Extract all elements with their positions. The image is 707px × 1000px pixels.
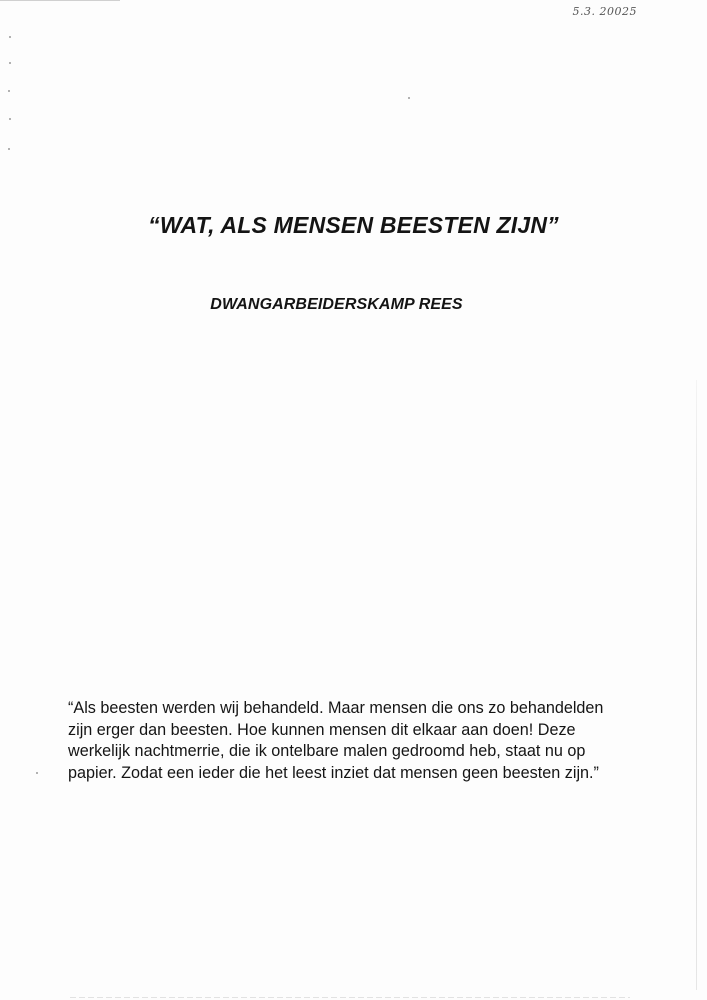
scan-edge-top: [0, 0, 120, 1]
quote-paragraph: “Als beesten werden wij behandeld. Maar mensen die ons zo behandelden zijn erger dan beesten. Hoe kunnen mensen dit elkaar aan doen! Deze werkelijk nachtmerrie, die ik ontelbare malen gedroomd heb, staat nu op papier. Zodat een ieder die het leest inziet dat mensen geen beesten zijn.”: [68, 699, 604, 782]
scan-speck: [8, 148, 10, 150]
archive-mark: 5.3. 20025: [572, 5, 637, 18]
scan-speck: [408, 97, 410, 99]
scan-speck: [9, 36, 11, 38]
document-subtitle: DWANGARBEIDERSKAMP REES: [210, 296, 463, 313]
scan-edge-right: [696, 380, 697, 990]
scan-speck: [9, 118, 11, 120]
scan-speck: [36, 772, 38, 774]
scan-edge-bottom: [70, 997, 630, 998]
scan-speck: [8, 90, 10, 92]
document-title: “WAT, ALS MENSEN BEESTEN ZIJN”: [148, 212, 559, 238]
scan-speck: [9, 62, 11, 64]
